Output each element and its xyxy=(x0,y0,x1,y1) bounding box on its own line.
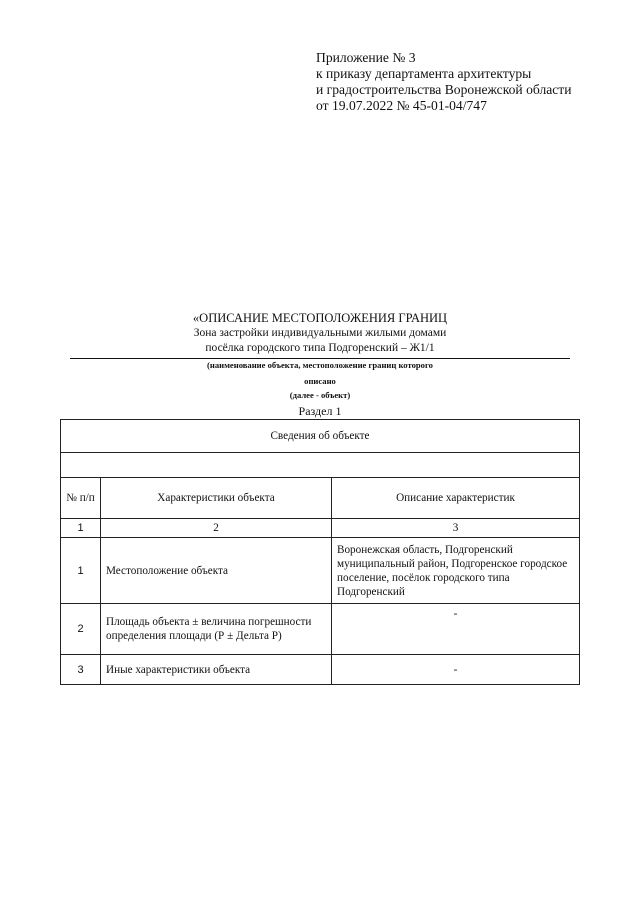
index-cell: 2 xyxy=(101,519,332,538)
table-row xyxy=(61,604,580,655)
row-description: - xyxy=(332,655,580,685)
row-characteristic: Площадь объекта ± величина погрешности определения площади (Р ± Дельта Р) xyxy=(101,604,332,655)
table-index-row xyxy=(61,519,580,538)
hint-line: (далее - объект) xyxy=(289,390,351,400)
table-caption-row xyxy=(61,420,580,453)
row-description: - xyxy=(332,604,580,655)
title-settlement: посёлка городского типа Подгоренский – Ж1/1 xyxy=(205,342,435,354)
table-empty-row xyxy=(61,453,580,478)
row-characteristic: Иные характеристики объекта xyxy=(101,655,332,685)
index-cell: 1 xyxy=(61,519,101,538)
row-num: 3 xyxy=(61,655,101,685)
table-header-row xyxy=(61,478,580,519)
row-num: 1 xyxy=(61,538,101,604)
header-characteristic: Характеристики объекта xyxy=(101,478,332,519)
title-main: «ОПИСАНИЕ МЕСТОПОЛОЖЕНИЯ ГРАНИЦ xyxy=(192,311,448,325)
appendix-header xyxy=(316,50,616,114)
appendix-line: и градостроительства Воронежской области xyxy=(316,82,572,97)
table-row xyxy=(61,655,580,685)
row-characteristic: Местоположение объекта xyxy=(101,538,332,604)
empty-cell xyxy=(61,453,580,478)
row-description: Воронежская область, Подгоренский муниципальный район, Подгоренское городское поселение, посёлок городского типа Подгоренский xyxy=(332,538,580,604)
document-title xyxy=(60,311,580,356)
object-info-table xyxy=(60,419,580,685)
hint-line: (наименование объекта, местоположение границ которого xyxy=(207,360,433,370)
hint-line: описано xyxy=(304,376,336,386)
table-row xyxy=(61,538,580,604)
index-cell: 3 xyxy=(332,519,580,538)
appendix-line: Приложение № 3 xyxy=(316,50,416,65)
appendix-line: от 19.07.2022 № 45-01-04/747 xyxy=(316,98,487,113)
section-label: Раздел 1 xyxy=(298,404,342,418)
title-zone: Зона застройки индивидуальными жилыми домами xyxy=(193,327,447,339)
header-num: № п/п xyxy=(61,478,101,519)
table-caption: Сведения об объекте xyxy=(61,420,580,453)
appendix-line: к приказу департамента архитектуры xyxy=(316,66,532,81)
header-description: Описание характеристик xyxy=(332,478,580,519)
row-num: 2 xyxy=(61,604,101,655)
